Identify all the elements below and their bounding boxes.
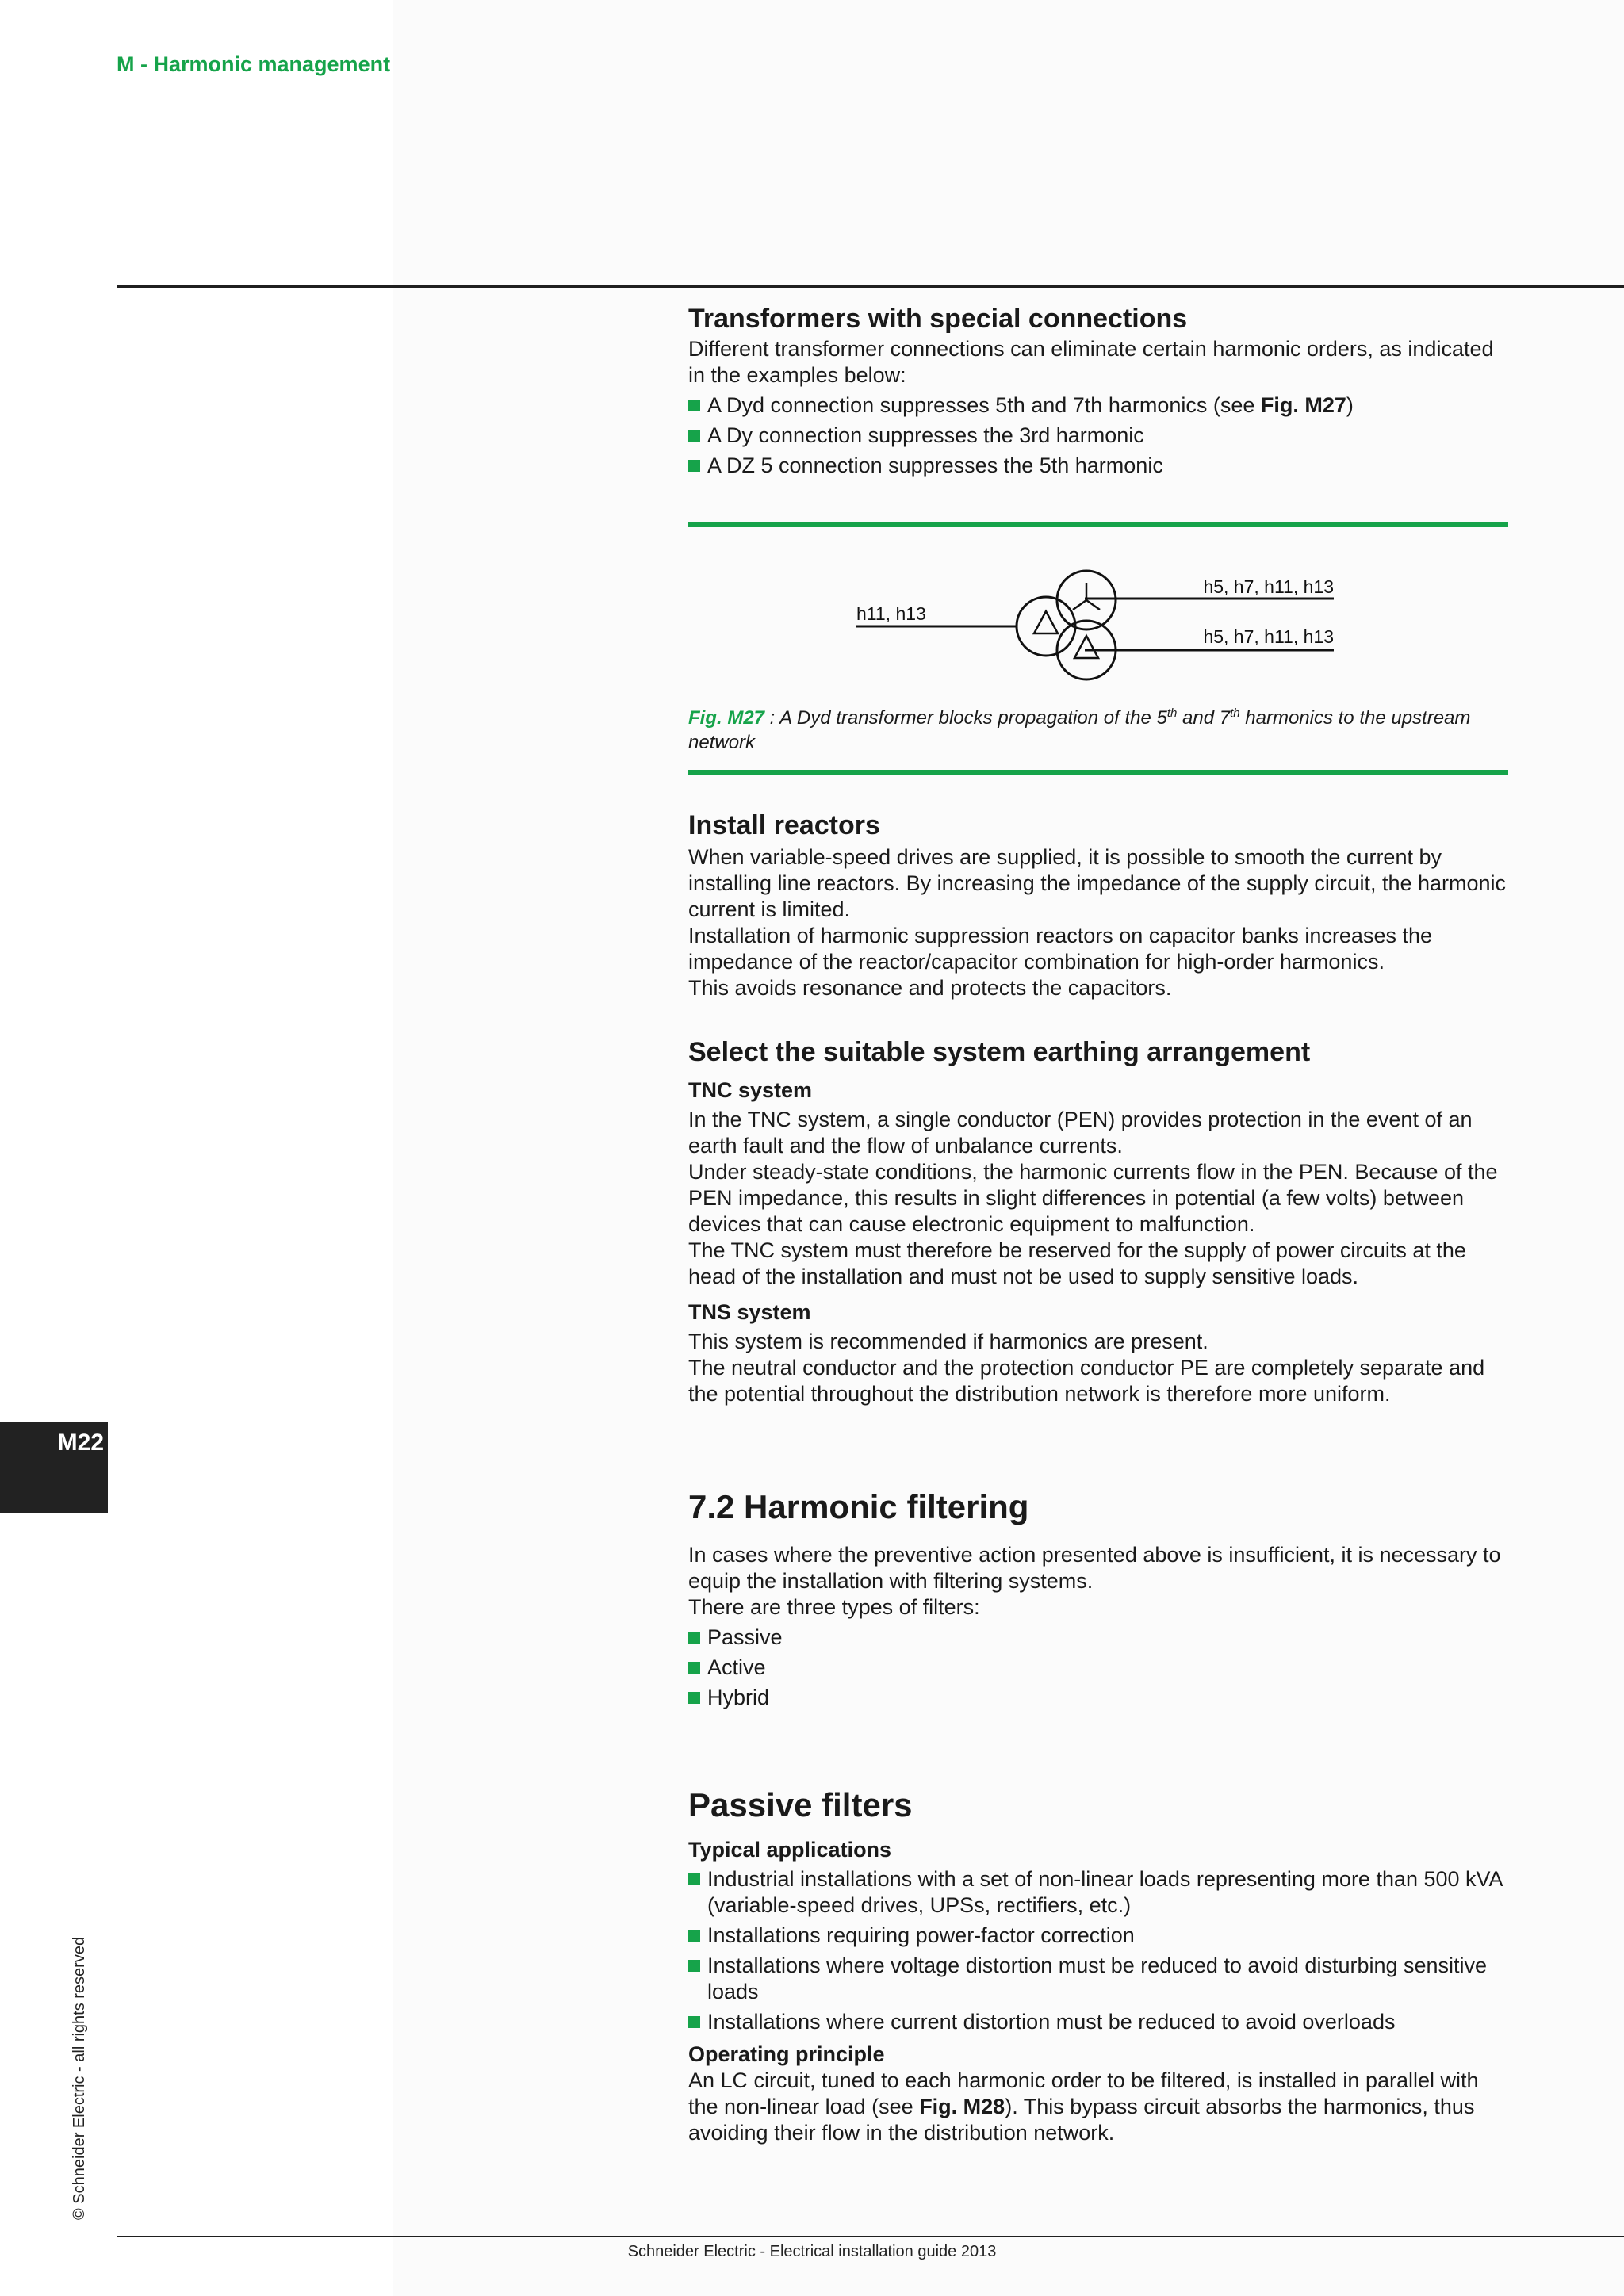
list-item: Industrial installations with a set of non-linear loads representing more than 500 kVA (variable-speed drives, UPSs, rectifiers, etc.) [688, 1866, 1510, 1919]
delta-secondary-icon [1074, 636, 1098, 658]
paragraph: There are three types of filters: [688, 1595, 980, 1619]
paragraph: This avoids resonance and protects the capacitors. [688, 976, 1172, 1000]
page-number-tab [0, 1422, 108, 1513]
tns-subtitle: TNS system [688, 1300, 811, 1324]
bullet-square-icon [688, 1692, 700, 1704]
transformers-title: Transformers with special connections [688, 304, 1188, 334]
earthing-title: Select the suitable system earthing arrangement [688, 1037, 1311, 1067]
primary-winding-circle [1017, 597, 1075, 656]
bullet-square-icon [688, 460, 700, 472]
wye-icon [1073, 583, 1100, 610]
figure-reference: Fig. M28 [919, 2095, 1005, 2118]
paragraph: Under steady-state conditions, the harmonic currents flow in the PEN. Because of the PEN impedance, this results in slight differences in potential (a few volts) between devices that can cause electronic equipment to malfunction. [688, 1160, 1498, 1236]
reactors-title: Install reactors [688, 810, 880, 840]
downstream-harmonics-label-bottom: h5, h7, h11, h13 [1203, 626, 1334, 647]
list-item: Hybrid [688, 1685, 1510, 1711]
list-item: A Dy connection suppresses the 3rd harmonic [688, 423, 1510, 449]
list-item: Active [688, 1655, 1510, 1681]
paragraph: In the TNC system, a single conductor (PEN) provides protection in the event of an earth fault and the flow of unbalance currents. [688, 1108, 1473, 1158]
paragraph: The TNC system must therefore be reserved for the supply of power circuits at the head of the installation and must not be used to supply sensitive loads. [688, 1238, 1466, 1288]
list-item: Installations where current distortion must be reduced to avoid overloads [688, 2009, 1510, 2035]
paragraph: This system is recommended if harmonics are present. [688, 1330, 1208, 1353]
tnc-subtitle: TNC system [688, 1078, 813, 1102]
passive-filters-title: Passive filters [688, 1786, 913, 1823]
footer-rule [117, 2236, 1624, 2237]
bullet-square-icon [688, 1662, 700, 1674]
filtering-section [688, 1488, 1510, 1711]
list-item: Installations where voltage distortion must be reduced to avoid disturbing sensitive loads [688, 1953, 1510, 2005]
bullet-square-icon [688, 1930, 700, 1942]
figure-bottom-rule [688, 770, 1508, 775]
copyright-notice: © Schneider Electric - all rights reserved [71, 1936, 88, 2220]
passive-filters-section [688, 1786, 1510, 2146]
header-rule [117, 285, 1624, 288]
dyd-transformer-diagram [841, 559, 1364, 686]
transformers-intro: Different transformer connections can eliminate certain harmonic orders, as indicated in the examples below: [688, 337, 1494, 387]
paragraph: An LC circuit, tuned to each harmonic order to be filtered, is installed in parallel with the non-linear load (see Fig. M28). This bypass circuit absorbs the harmonics, thus avoiding their flow in the distribution network. [688, 2068, 1479, 2145]
upstream-harmonics-label: h11, h13 [856, 603, 926, 624]
bullet-square-icon [688, 1873, 700, 1885]
list-item: A DZ 5 connection suppresses the 5th harmonic [688, 453, 1510, 479]
figure-caption: Fig. M27 : A Dyd transformer blocks propagation of the 5th and 7th harmonics to the upstream network [688, 706, 1471, 753]
page-footer: Schneider Electric - Electrical installation guide 2013 [627, 2243, 997, 2260]
list-item: Passive [688, 1624, 1510, 1651]
figure-label: Fig. M27 [688, 707, 765, 729]
operating-principle-subtitle: Operating principle [688, 2042, 885, 2066]
paragraph: When variable-speed drives are supplied, it is possible to smooth the current by installing line reactors. By increasing the impedance of the supply circuit, the harmonic current is limited. [688, 845, 1507, 921]
list-item: Installations requiring power-factor correction [688, 1923, 1510, 1949]
bullet-square-icon [688, 1960, 700, 1972]
section-header: M - Harmonic management [117, 52, 391, 76]
earthing-section [688, 1036, 1510, 1407]
list-item: A Dyd connection suppresses 5th and 7th harmonics (see Fig. M27) [688, 392, 1510, 419]
figure-top-rule [688, 522, 1508, 527]
typical-applications-subtitle: Typical applications [688, 1838, 892, 1862]
paragraph: The neutral conductor and the protection conductor PE are completely separate and the potential throughout the distribution network is therefore more uniform. [688, 1356, 1485, 1406]
paragraph: In cases where the preventive action presented above is insufficient, it is necessary to equip the installation with filtering systems. [688, 1543, 1501, 1593]
left-margin-band [0, 0, 393, 2296]
figure-reference: Fig. M27 [1260, 393, 1346, 417]
paragraph: Installation of harmonic suppression reactors on capacitor banks increases the impedance of the reactor/capacitor combination for high-order harmonics. [688, 924, 1432, 974]
page-number: M22 [57, 1429, 104, 1456]
filtering-title: 7.2 Harmonic filtering [688, 1488, 1029, 1525]
bullet-square-icon [688, 430, 700, 442]
bullet-square-icon [688, 1632, 700, 1644]
transformers-section [688, 303, 1510, 479]
reactors-section [688, 809, 1510, 1001]
downstream-harmonics-label-top: h5, h7, h11, h13 [1203, 576, 1334, 597]
bullet-square-icon [688, 2016, 700, 2028]
bullet-square-icon [688, 400, 700, 411]
